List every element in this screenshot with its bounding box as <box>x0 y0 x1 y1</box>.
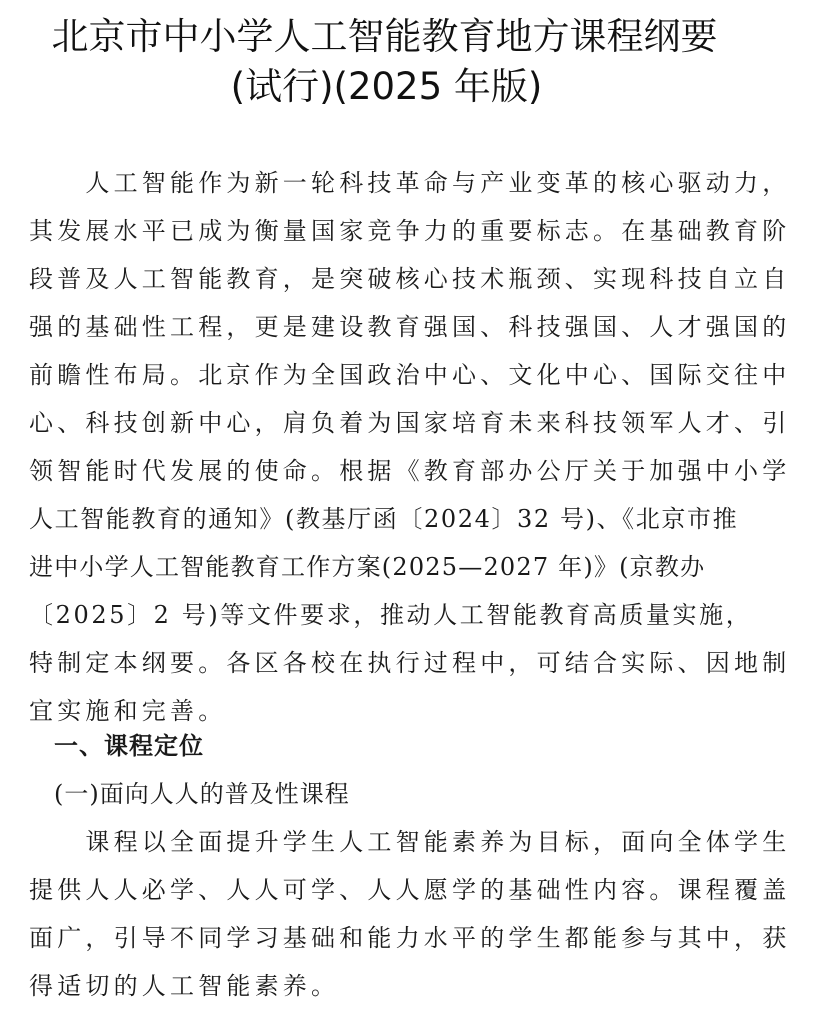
intro-line: 其发展水平已成为衡量国家竞争力的重要标志。在基础教育阶 <box>29 217 791 245</box>
body-line: 提供人人必学、人人可学、人人愿学的基础性内容。课程覆盖 <box>29 876 791 904</box>
body-line: 课程以全面提升学生人工智能素养为目标，面向全体学生 <box>29 828 791 856</box>
subsection-heading: (一)面向人人的普及性课程 <box>29 780 350 808</box>
intro-line: 心、科技创新中心，肩负着为国家培育未来科技领军人才、引 <box>29 409 791 437</box>
intro-line: 〔2025〕2 号)等文件要求，推动人工智能教育高质量实施， <box>29 601 753 629</box>
intro-line: 前瞻性布局。北京作为全国政治中心、文化中心、国际交往中 <box>29 361 791 389</box>
body-line: 得适切的人工智能素养。 <box>29 972 340 1000</box>
document-title-line2: (试行)(2025 年版) <box>230 65 543 108</box>
intro-line: 领智能时代发展的使命。根据《教育部办公厅关于加强中小学 <box>29 457 791 485</box>
intro-line: 人工智能作为新一轮科技革命与产业变革的核心驱动力， <box>29 169 791 197</box>
intro-line: 特制定本纲要。各区各校在执行过程中，可结合实际、因地制 <box>29 649 791 677</box>
intro-line: 人工智能教育的通知》(教基厅函〔2024〕32 号)、《北京市推 <box>29 505 739 533</box>
intro-line: 强的基础性工程，更是建设教育强国、科技强国、人才强国的 <box>29 313 791 341</box>
intro-line: 进中小学人工智能教育工作方案(2025—2027 年)》(京教办 <box>29 553 706 581</box>
section-heading: 一、课程定位 <box>29 732 204 760</box>
body-line: 面广，引导不同学习基础和能力水平的学生都能参与其中，获 <box>29 924 791 952</box>
intro-line: 宜实施和完善。 <box>29 697 227 725</box>
document-title-line1: 北京市中小学人工智能教育地方课程纲要 <box>51 15 718 58</box>
intro-line: 段普及人工智能教育，是突破核心技术瓶颈、实现科技自立自 <box>29 265 791 293</box>
